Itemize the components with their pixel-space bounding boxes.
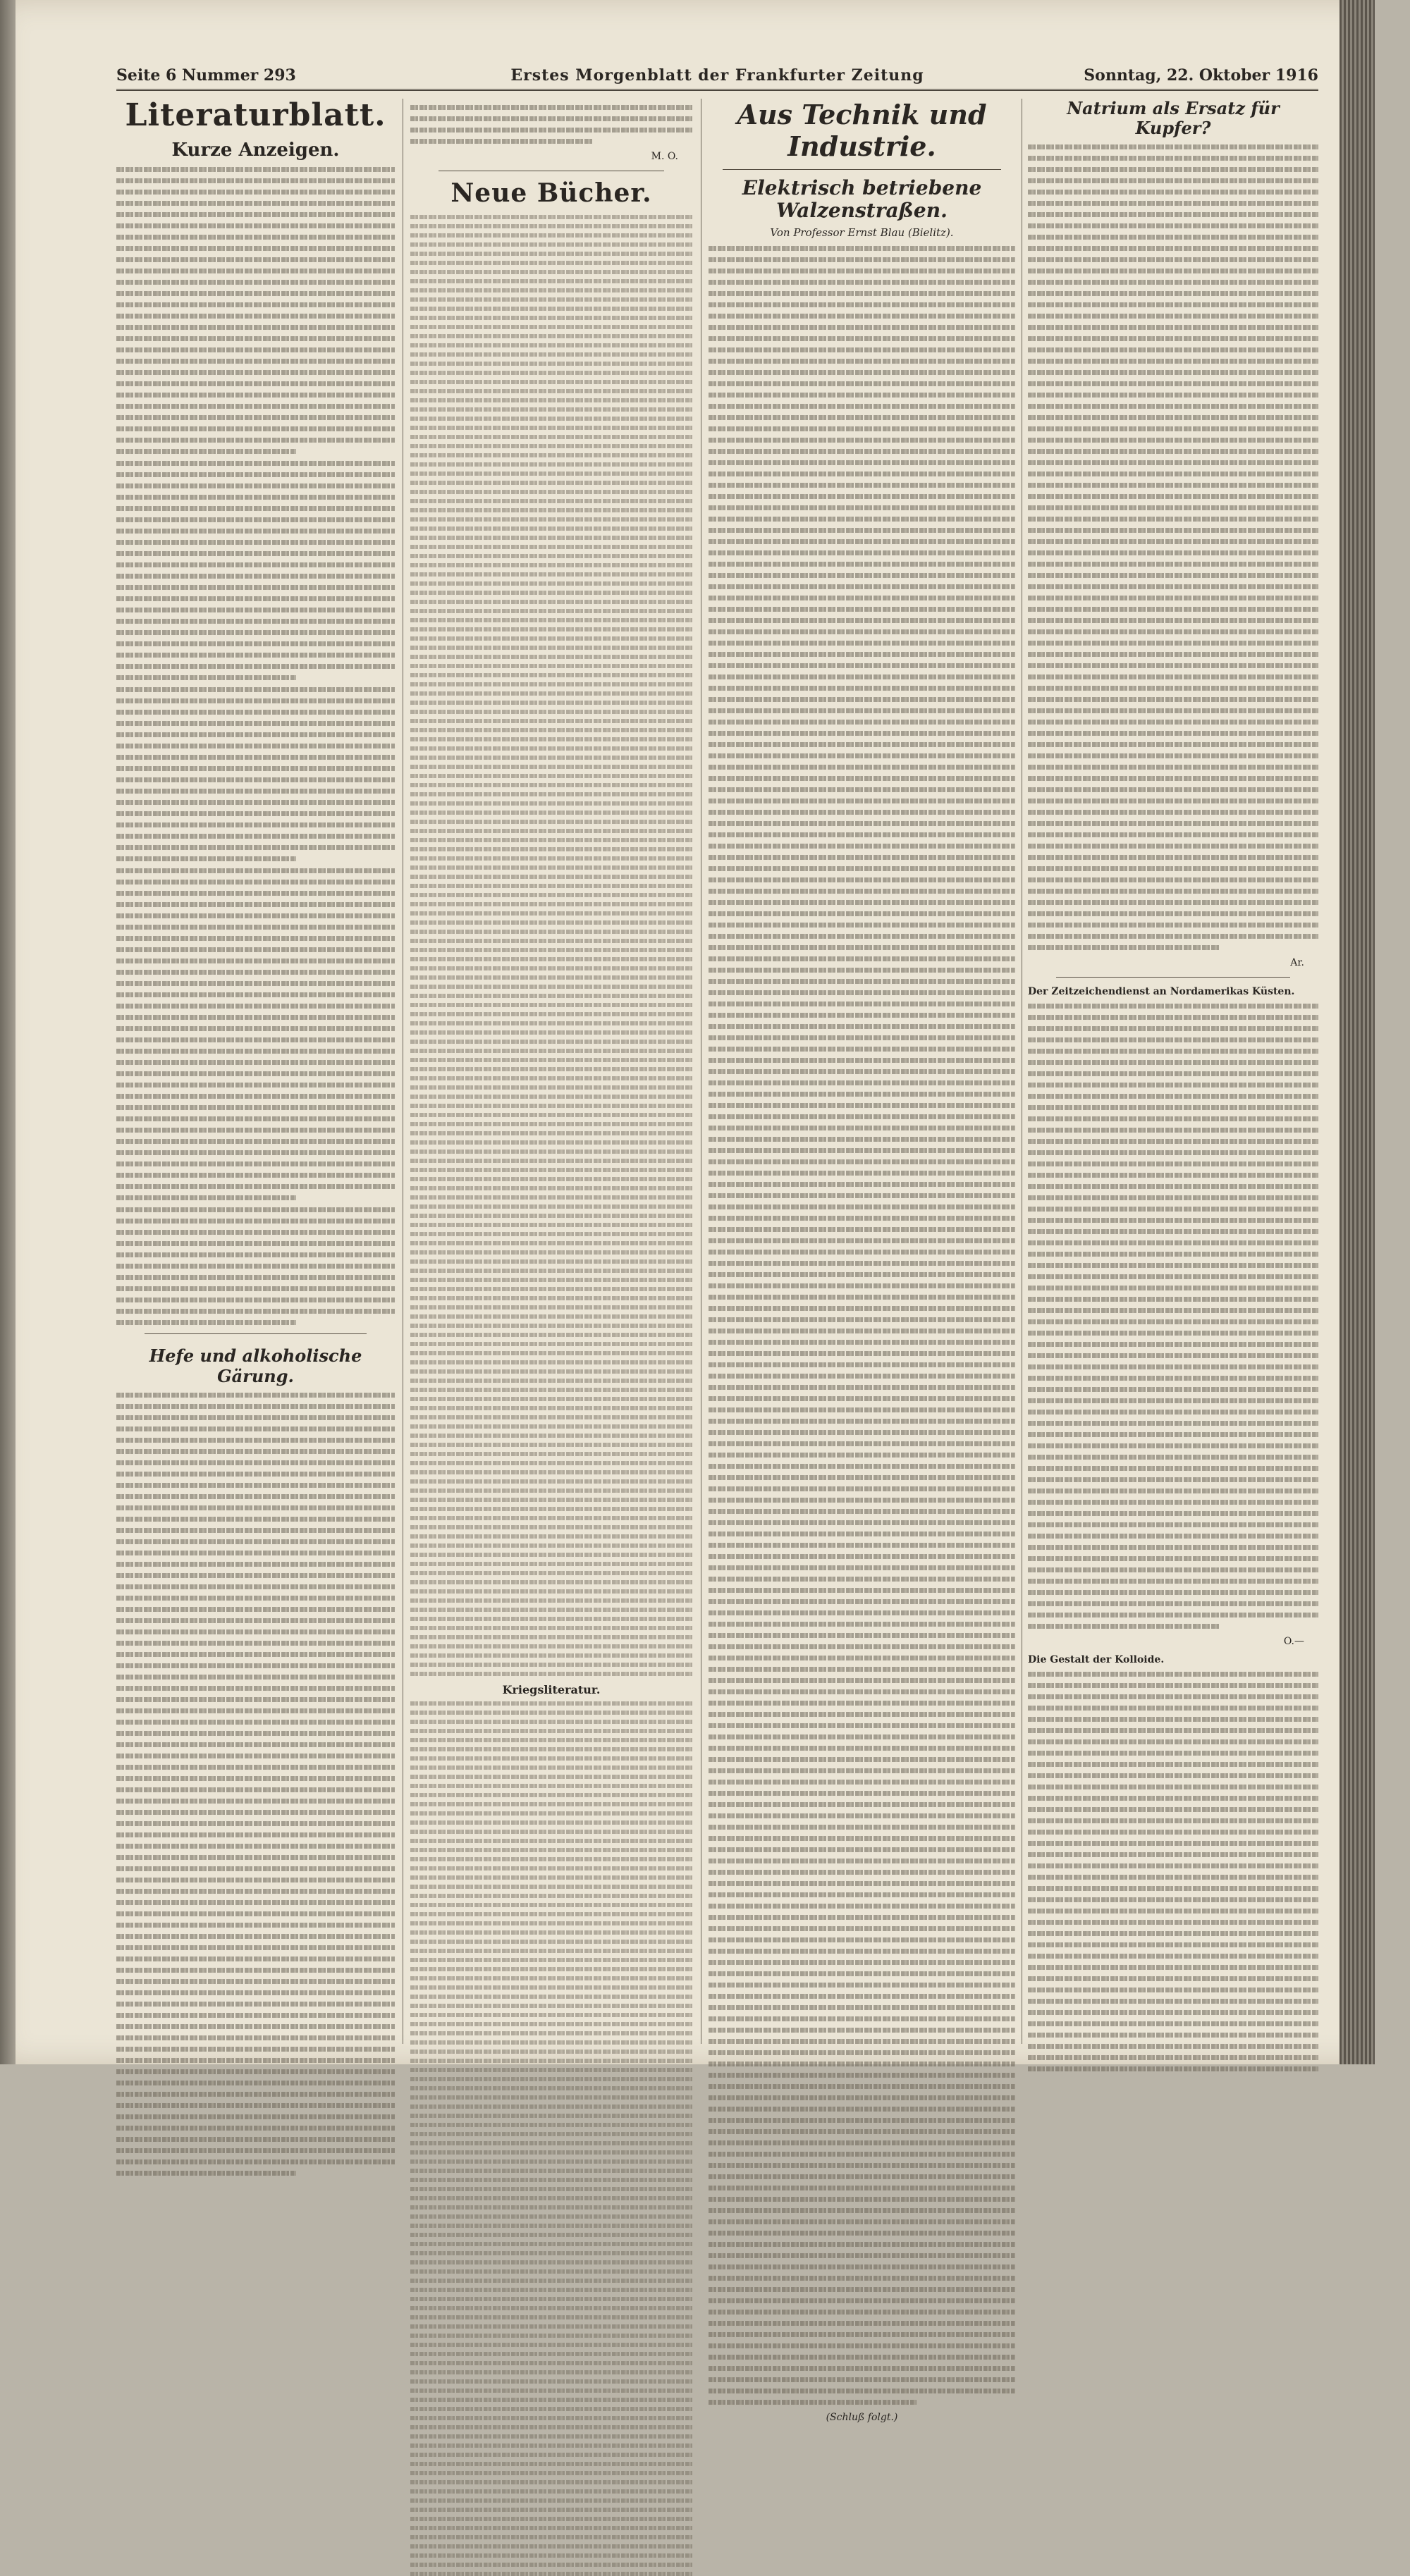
- technik-industrie-title: Aus Technik und Industrie.: [737, 99, 987, 162]
- newspaper-masthead: Erstes Morgenblatt der Frankfurter Zeitung: [510, 66, 924, 85]
- article-byline: Von Professor Ernst Blau (Bielitz).: [770, 226, 954, 240]
- walzenstrassen-title: Elektrisch betriebene Walzenstraßen.: [742, 176, 982, 223]
- text-block-gartenliteratur: [116, 461, 395, 680]
- text-block-intro: [410, 105, 692, 144]
- section-divider: [723, 169, 1001, 170]
- text-block-hefe: [116, 1393, 395, 2176]
- kriegsliteratur-heading: Kriegsliteratur.: [502, 1682, 601, 1696]
- to-be-continued: (Schluß folgt.): [826, 2412, 898, 2424]
- zeitzeichendienst-heading: Der Zeitzeichendienst an Nordamerikas Küsten.: [1028, 986, 1295, 998]
- column-neue-buecher: [410, 99, 692, 2044]
- section-divider: [145, 1333, 367, 1334]
- natrium-body: [1028, 144, 1318, 950]
- column-technik: [709, 99, 1015, 2424]
- literaturblatt-title: Literaturblatt.: [125, 97, 386, 133]
- text-block-birt: [116, 687, 395, 861]
- war-literature-list: [410, 1701, 692, 2576]
- kurze-anzeigen-heading: Kurze Anzeigen.: [171, 140, 340, 161]
- issue-date: Sonntag, 22. Oktober 1916: [1084, 66, 1318, 85]
- kolloide-body: [1028, 1672, 1318, 2071]
- signature-ar: Ar.: [1290, 957, 1304, 969]
- zeitzeichendienst-body: [1028, 1004, 1318, 1629]
- book-spine: [0, 0, 16, 2064]
- signature-o: O.—: [1283, 1636, 1304, 1648]
- page-header: [116, 65, 1318, 91]
- page-number: Seite 6 Nummer 293: [116, 66, 296, 85]
- signature-mo: M. O.: [651, 151, 678, 162]
- text-block-brehm: [116, 167, 395, 454]
- text-block-zoozmann: [116, 1207, 395, 1325]
- hefe-heading: Hefe und alkoholische Gärung.: [149, 1345, 362, 1387]
- neue-buecher-title: Neue Bücher.: [450, 178, 652, 208]
- text-block-scharwenka: [116, 868, 395, 1200]
- section-divider: [1056, 977, 1290, 978]
- column-literaturblatt: [116, 99, 395, 2044]
- column-natrium: [1028, 99, 1318, 2044]
- page-stack-edge: [1340, 0, 1375, 2064]
- article-body: [709, 246, 1015, 2405]
- natrium-title: Natrium als Ersatz für Kupfer?: [1067, 98, 1280, 138]
- book-list-block: [410, 215, 692, 1676]
- kolloide-heading: Die Gestalt der Kolloide.: [1028, 1654, 1165, 1666]
